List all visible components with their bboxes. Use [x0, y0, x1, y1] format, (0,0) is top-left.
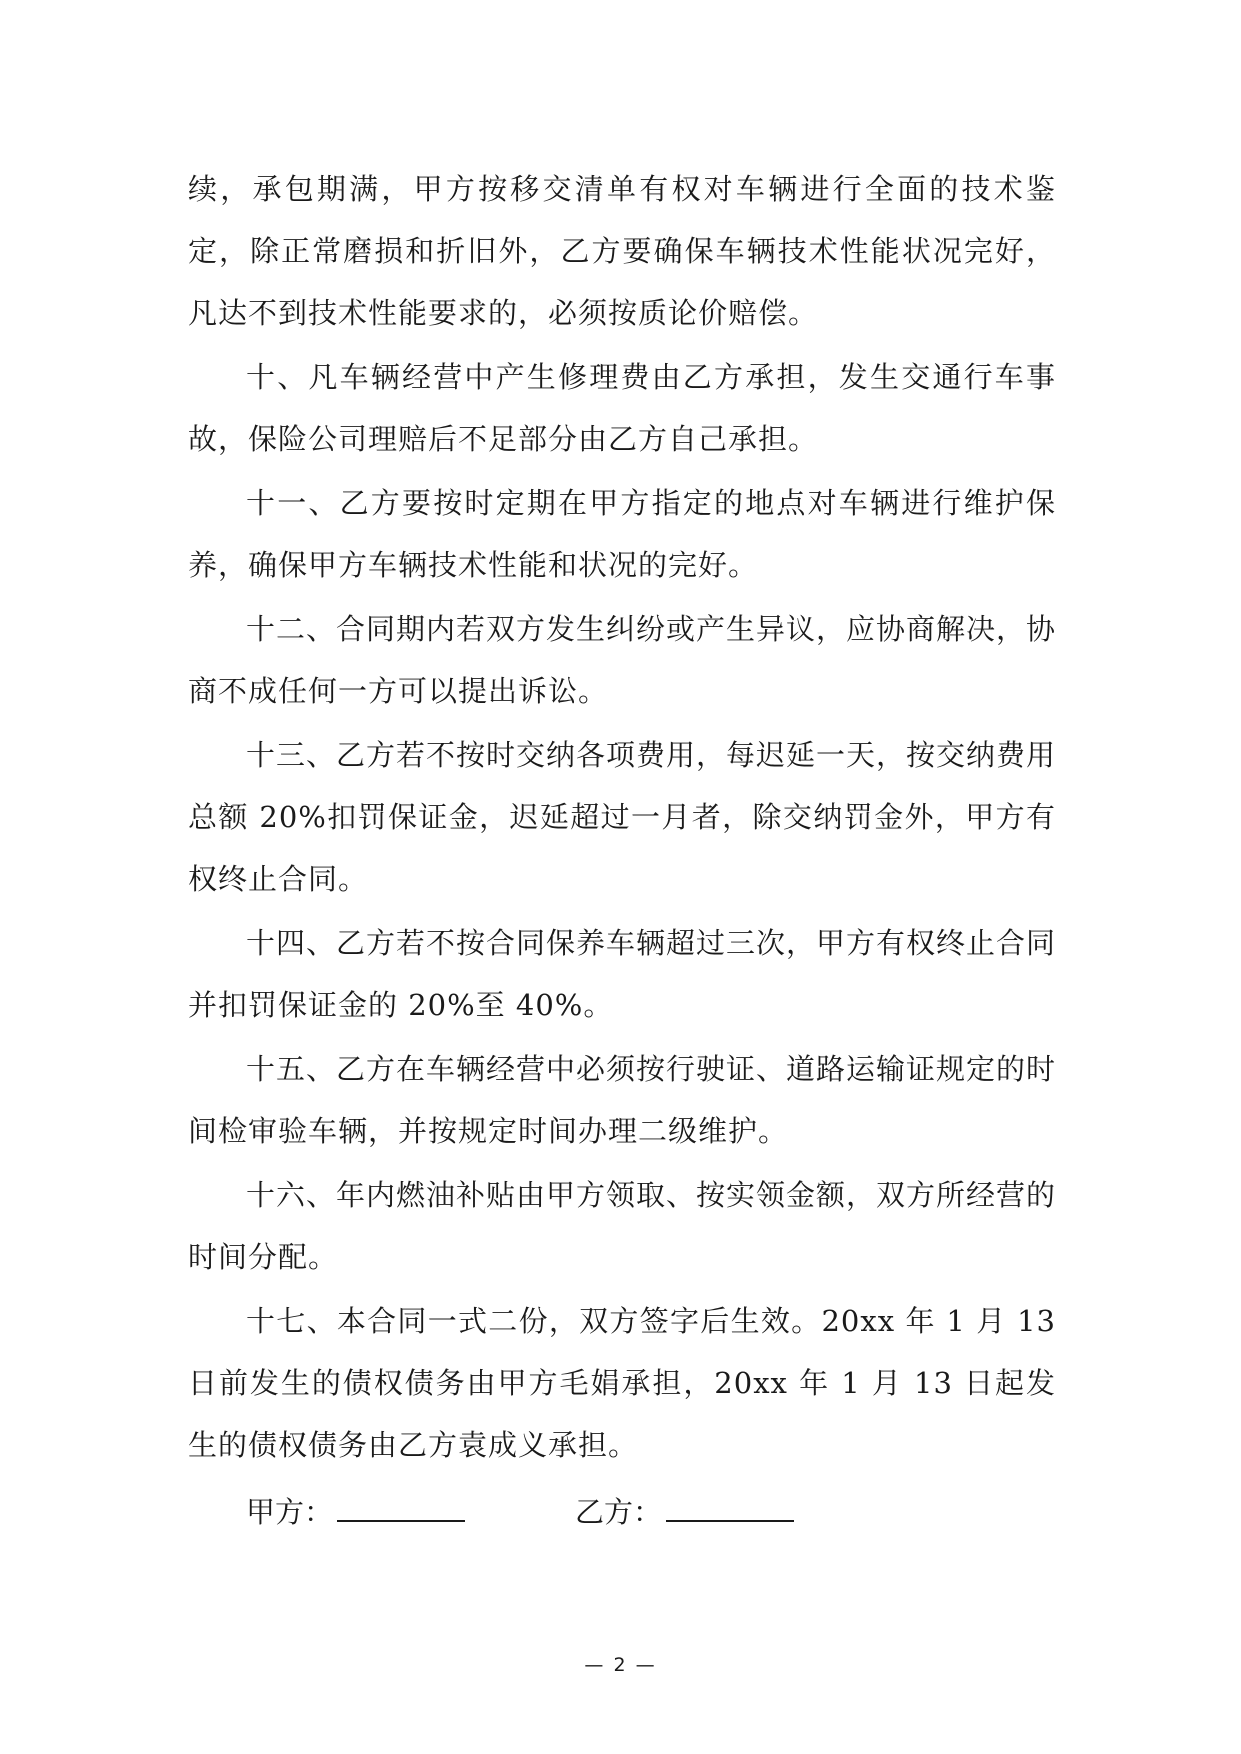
party-b-label: 乙方：	[575, 1495, 663, 1529]
party-a-label: 甲方：	[246, 1495, 334, 1529]
party-a-signature	[246, 1490, 465, 1532]
clause-13: 十三、乙方若不按时交纳各项费用，每迟延一天，按交纳费用总额 20%扣罚保证金，迟延超过一月者，除交纳罚金外，甲方有权终止合同。	[188, 738, 1057, 896]
party-b-signature	[575, 1490, 794, 1532]
clause-17: 十七、本合同一式二份，双方签字后生效。20xx 年 1 月 13 日前发生的债权债务由甲方毛娟承担，20xx 年 1 月 13 日起发生的债权债务由乙方袁成义承担。	[188, 1304, 1056, 1462]
party-a-signature-line	[337, 1490, 465, 1522]
clause-15: 十五、乙方在车辆经营中必须按行驶证、道路运输证规定的时间检审验车辆，并按规定时间办理二级维护。	[188, 1052, 1057, 1148]
continuation-paragraph: 续，承包期满，甲方按移交清单有权对车辆进行全面的技术鉴定，除正常磨损和折旧外，乙方要确保车辆技术性能状况完好，凡达不到技术性能要求的，必须按质论价赔偿。	[188, 172, 1056, 330]
document-body	[188, 158, 1056, 1478]
party-b-signature-line	[666, 1490, 794, 1522]
page-number: — 2 —	[584, 1654, 657, 1676]
clause-14: 十四、乙方若不按合同保养车辆超过三次，甲方有权终止合同并扣罚保证金的 20%至 40%。	[188, 926, 1057, 1022]
clause-16: 十六、年内燃油补贴由甲方领取、按实领金额，双方所经营的时间分配。	[188, 1178, 1057, 1274]
clause-10: 十、凡车辆经营中产生修理费由乙方承担，发生交通行车事故，保险公司理赔后不足部分由乙方自己承担。	[188, 360, 1056, 456]
clause-12: 十二、合同期内若双方发生纠纷或产生异议，应协商解决，协商不成任何一方可以提出诉讼。	[188, 612, 1057, 708]
clause-11: 十一、乙方要按时定期在甲方指定的地点对车辆进行维护保养，确保甲方车辆技术性能和状况的完好。	[188, 486, 1056, 582]
signature-section	[246, 1490, 794, 1532]
